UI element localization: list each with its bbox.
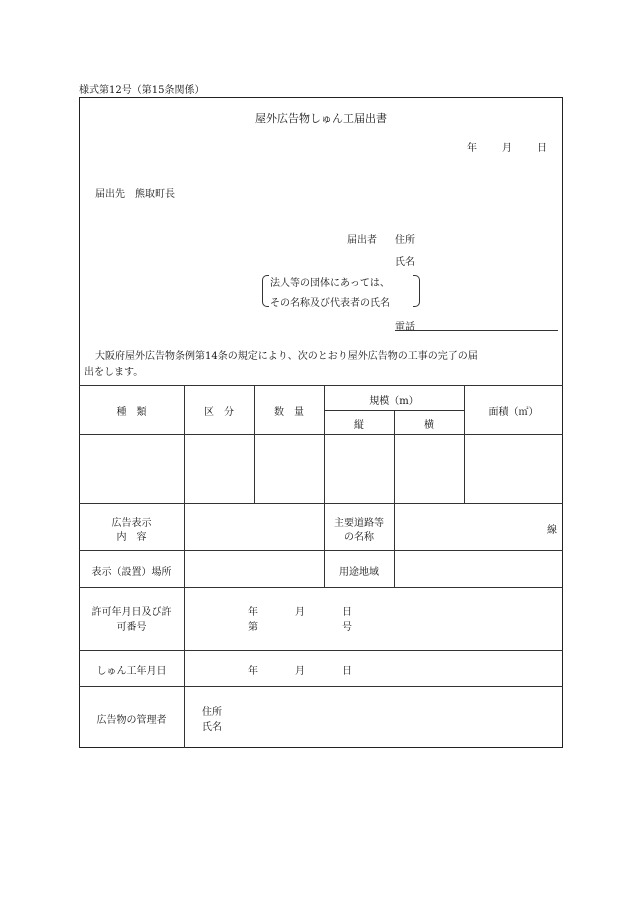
header-type: 種 類 — [116, 407, 147, 418]
header-horizontal: 横 — [424, 420, 434, 431]
right-bracket — [413, 275, 420, 307]
completion-year: 年 — [248, 666, 258, 677]
date-year-label: 年 — [467, 143, 477, 154]
completion-row-bottom-line — [79, 686, 563, 687]
applicant-phone-label: 電話 — [395, 322, 415, 333]
header-quantity: 数 量 — [274, 407, 304, 418]
manager-label: 広告物の管理者 — [96, 715, 167, 726]
phone-underline — [395, 330, 558, 331]
permit-number-prefix: 第 — [248, 622, 258, 633]
col-line-4b — [394, 503, 395, 587]
form-number-label: 様式第12号（第15条関係） — [79, 85, 205, 96]
completion-month: 月 — [295, 666, 305, 677]
header-division: 区 分 — [204, 407, 234, 418]
applicant-note-line2: その名称及び代表者の氏名 — [270, 298, 390, 309]
completion-label: しゅん工年月日 — [96, 666, 167, 677]
header-bottom-line — [79, 434, 563, 435]
date-month-label: 月 — [502, 143, 512, 154]
permit-day: 日 — [342, 607, 352, 618]
permit-label-line2: 可番号 — [116, 622, 147, 633]
completion-day: 日 — [342, 666, 352, 677]
manager-address-label: 住所 — [202, 707, 222, 718]
content-label-line2: 内 容 — [116, 532, 147, 543]
permit-month: 月 — [295, 607, 305, 618]
permit-label-line1: 許可年月日及び許 — [91, 607, 172, 618]
applicant-label: 届出者 — [347, 235, 377, 246]
applicant-note-line1: 法人等の団体にあっては、 — [270, 278, 390, 289]
header-area: 面積（㎡） — [488, 407, 539, 418]
road-label-line1: 主要道路等 — [334, 518, 384, 529]
manager-name-label: 氏名 — [202, 722, 222, 733]
header-vertical: 縦 — [354, 420, 364, 431]
permit-row-bottom-line — [79, 650, 563, 651]
permit-year: 年 — [248, 607, 258, 618]
content-label-line1: 広告表示 — [111, 518, 152, 529]
location-label: 表示（設置）場所 — [91, 567, 172, 578]
header-scale: 規模（m） — [369, 396, 419, 407]
road-label-line2: の名称 — [344, 532, 374, 543]
recipient: 届出先 熊取町長 — [95, 189, 175, 200]
table-top-line — [79, 385, 563, 386]
zone-label: 用途地域 — [339, 567, 379, 578]
form-title: 屋外広告物しゅん工届出書 — [255, 112, 387, 125]
road-suffix: 線 — [547, 525, 557, 536]
date-day-label: 日 — [537, 143, 547, 154]
applicant-address-label: 住所 — [395, 235, 415, 246]
body-text-line1: 大阪府屋外広告物条例第14条の規定により、次のとおり屋外広告物の工事の完了の届 — [95, 351, 478, 362]
body-text-line2: 出をします。 — [84, 367, 144, 378]
location-row-bottom-line — [79, 587, 563, 588]
col-line-1 — [184, 385, 185, 748]
content-row-bottom-line — [79, 550, 563, 551]
applicant-name-label: 氏名 — [395, 257, 415, 268]
permit-number-suffix: 号 — [342, 622, 352, 633]
data-row-bottom-line — [79, 503, 563, 504]
left-bracket — [262, 275, 269, 307]
